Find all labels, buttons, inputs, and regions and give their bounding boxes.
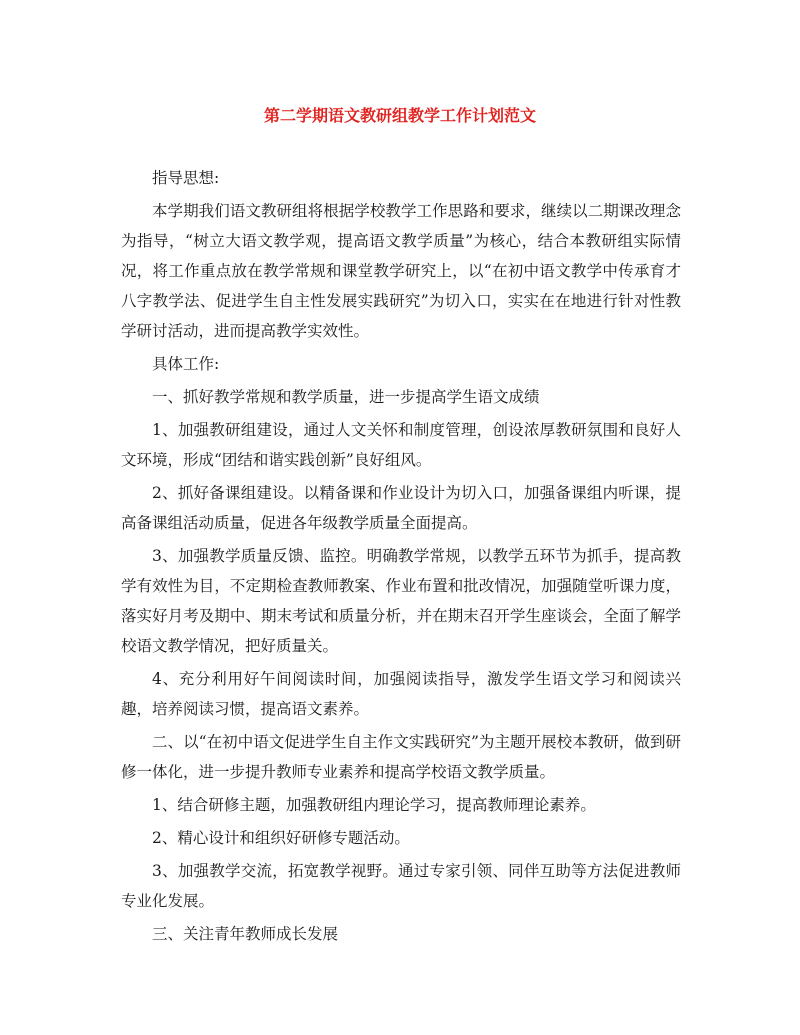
paragraph-guiding-heading: 指导思想:	[152, 169, 220, 187]
paragraph-section-two-item-3: 3、加强教学交流，拓宽教学视野。通过专家引领、同伴互助等方法促进教师专业化发展。	[121, 862, 681, 910]
paragraph-item-2: 2、抓好备课组建设。以精备课和作业设计为切入口，加强备课组内听课，提高备课组活动质量，促进各年级教学质量全面提高。	[121, 484, 681, 532]
paragraph-section-one-heading: 一、抓好教学常规和教学质量，进一步提高学生语文成绩	[152, 388, 540, 406]
paragraph-guiding-thought: 本学期我们语文教研组将根据学校教学工作思路和要求，继续以二期课改理念为指导，“树立大语文教学观，提高语文教学质量”为核心，结合本教研组实际情况，将工作重点放在教学常规和课堂教学研究上，以“在初中语文教学中传承育才八字教学法、促进学生自主性发展实践研究”为切入口，实实在在地进行针对性教学研讨活动，进而提高教学实效性。	[121, 202, 681, 340]
document-body	[121, 163, 681, 952]
paragraph-item-4: 4、充分利用好午间阅读时间，加强阅读指导，激发学生语文学习和阅读兴趣，培养阅读习惯，提高语文素养。	[121, 670, 681, 718]
paragraph-section-two-item-2: 2、精心设计和组织好研修专题活动。	[152, 829, 410, 847]
paragraph-item-3: 3、加强教学质量反馈、监控。明确教学常规，以教学五环节为抓手，提高教学有效性为目，不定期检查教师教案、作业布置和批改情况，加强随堂听课力度，落实好月考及期中、期末考试和质量分析，并在期末召开学生座谈会，全面了解学校语文教学情况，把好质量关。	[121, 547, 681, 655]
paragraph-specific-work-heading: 具体工作:	[152, 355, 220, 373]
paragraph-section-three-heading: 三、关注青年教师成长发展	[152, 925, 339, 943]
paragraph-section-two-item-1: 1、结合研修主题，加强教研组内理论学习，提高教师理论素养。	[152, 796, 596, 814]
document-title: 第二学期语文教研组教学工作计划范文	[263, 106, 536, 125]
paragraph-section-two-heading: 二、以“在初中语文促进学生自主作文实践研究”为主题开展校本教研，做到研修一体化，进一步提升教师专业素养和提高学校语文教学质量。	[121, 733, 681, 781]
paragraph-item-1: 1、加强教研组建设，通过人文关怀和制度管理，创设浓厚教研氛围和良好人文环境，形成“团结和谐实践创新”良好组风。	[121, 421, 681, 469]
